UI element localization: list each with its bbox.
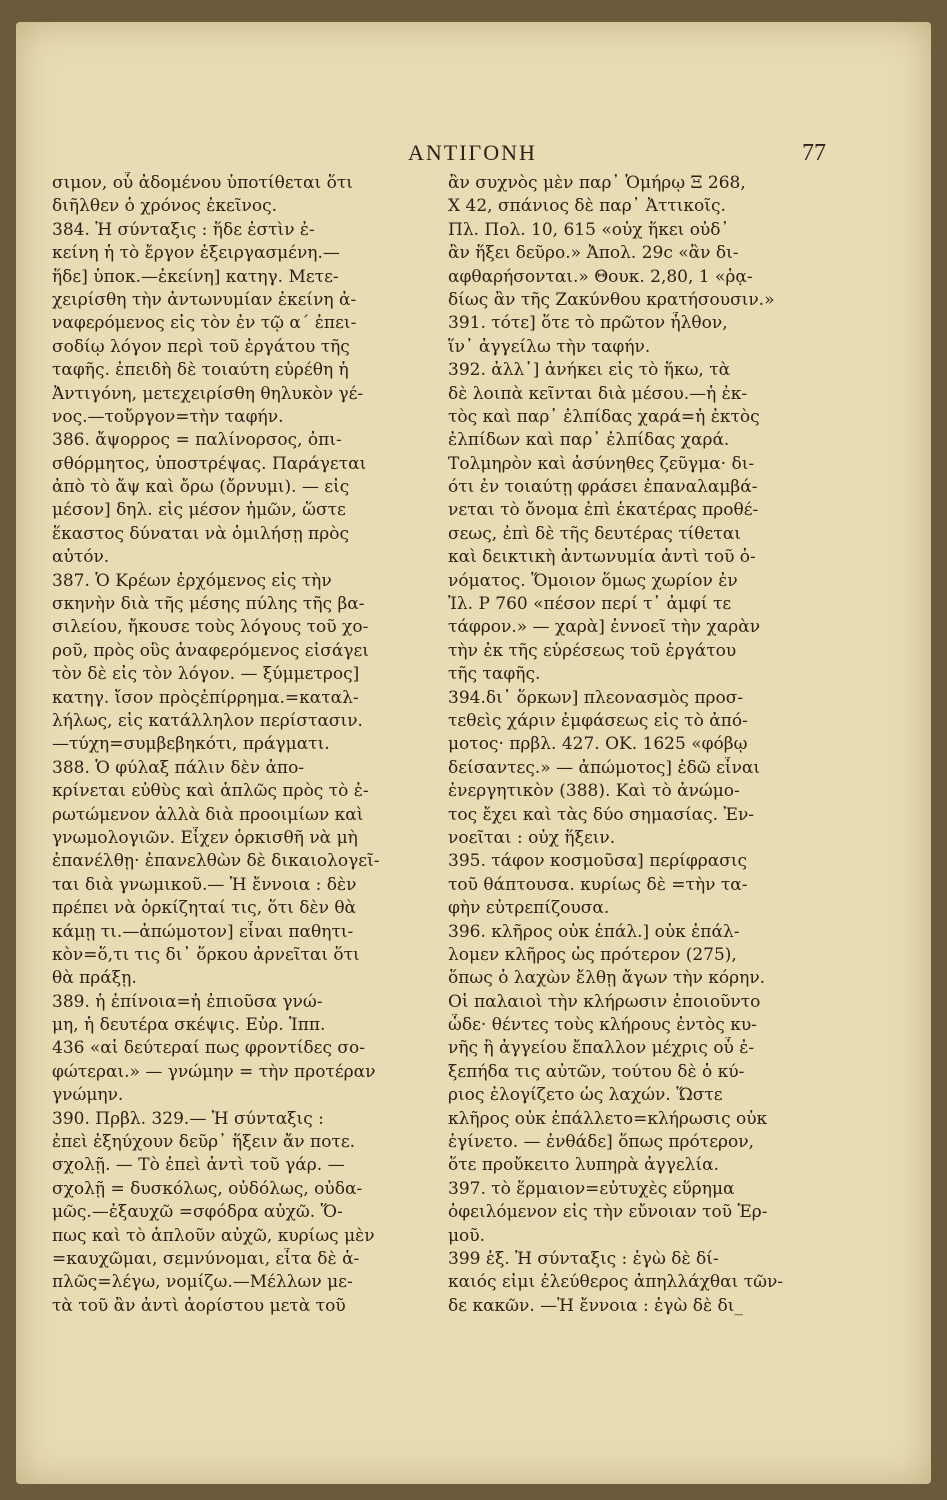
text-line: ἐνεργητικὸν (388). Καὶ τὸ ἀνώμο- [448, 781, 740, 802]
text-line: τοῦ θάπτουσα. κυρίως δὲ =τὴν τα- [448, 874, 748, 895]
text-line: Χ 42, σπάνιος δὲ παρ᾽ Ἀττικοῖς. [448, 196, 726, 217]
text-line: πλῶς=λέγω, νομίζω.—Μέλλων με- [52, 1272, 353, 1293]
text-line: δε κακῶν. —Ἡ ἔννοια : ἐγὼ δὲ δι_ [448, 1295, 743, 1316]
text-line: νος.—τοὔργον=τὴν ταφήν. [52, 406, 284, 427]
text-line: σχολῇ = δυσκόλως, οὐδόλως, οὐδα- [52, 1178, 363, 1199]
text-line: ὅπως ὁ λαχὼν ἔλθῃ ἄγων τὴν κόρην. [448, 968, 766, 989]
text-line: Τολμηρὸν καὶ ἀσύνηθες ζεῦγμα· δι- [448, 453, 755, 474]
text-line: λήλως, εἰς κατάλληλον περίστασιν. [52, 710, 363, 731]
text-line: ὧδε· θέντες τοὺς κλήρους ἐντὸς κυ- [448, 1015, 757, 1036]
text-line: τος ἔχει καὶ τὰς δύο σημασίας. Ἐν- [448, 804, 755, 825]
text-line: νῆς ἢ ἀγγείου ἔπαλλον μέχρις οὗ ἐ- [448, 1038, 755, 1059]
text-line: 389. ἡ ἐπίνοια=ἡ ἐπιοῦσα γνώ- [52, 991, 323, 1012]
text-line: =καυχῶμαι, σεμνύνομαι, εἶτα δὲ ἁ- [52, 1248, 360, 1269]
text-line: ταφῆς. ἐπειδὴ δὲ τοιαύτη εὑρέθη ἡ [52, 360, 349, 381]
text-line: κλῆρος οὐκ ἐπάλλετο=κλήρωσις οὐκ [448, 1108, 768, 1129]
text-line: σεως, ἐπὶ δὲ τῆς δευτέρας τίθεται [448, 523, 741, 544]
text-line: 396. κλῆρος οὐκ ἐπάλ.] οὐκ ἐπάλ- [448, 921, 740, 942]
text-line: 436 «αἱ δεύτεραί πως φροντίδες σο- [52, 1038, 365, 1059]
text-line: τάφρον.» — χαρὰ] ἐννοεῖ τὴν χαρὰν [448, 617, 761, 638]
text-line: πως καὶ τὸ ἁπλοῦν αὐχῶ, κυρίως μὲν [52, 1225, 375, 1246]
page-number: 77 [802, 140, 826, 166]
text-line: χειρίσθη τὴν ἀντωνυμίαν ἐκείνη ἀ- [52, 289, 357, 310]
text-line: 395. τάφον κοσμοῦσα] περίφρασις [448, 851, 748, 872]
text-line: ρωτώμενον ἀλλὰ διὰ προοιμίων καὶ [52, 804, 364, 825]
text-line: καιός εἰμι ἐλεύθερος ἀπηλλάχθαι τῶν- [448, 1272, 784, 1293]
text-line: 388. Ὁ φύλαξ πάλιν δὲν ἀπο- [52, 757, 305, 778]
text-line: λομεν κλῆρος ὡς πρότερον (275), [448, 944, 737, 965]
commentary-left-column [52, 172, 407, 1318]
text-line: ἐλπίδων καὶ παρ᾽ ἐλπίδας χαρά. [448, 430, 730, 451]
text-line: κάμῃ τι.—ἀπώμοτον] εἶναι παθητι- [52, 921, 354, 942]
text-line: δὲ λοιπὰ κεῖνται διὰ μέσου.—ἡ ἐκ- [448, 383, 748, 404]
text-line: 397. τὸ ἕρμαιον=εὐτυχὲς εὕρημα [448, 1178, 735, 1199]
text-line: μέσον] δηλ. εἰς μέσον ἡμῶν, ὥστε [52, 500, 346, 521]
text-line: φώτεραι.» — γνώμην = τὴν προτέραν [52, 1061, 376, 1082]
text-line: ναφερόμενος εἰς τὸν ἐν τῷ α´ ἐπει- [52, 313, 357, 334]
text-line: 399 ἑξ. Ἡ σύνταξις : ἐγὼ δὲ δί- [448, 1248, 719, 1269]
text-line: ριος ἐλογίζετο ὡς λαχών. Ὥστε [448, 1085, 723, 1106]
text-line: τεθεὶς χάριν ἐμφάσεως εἰς τὸ ἀπό- [448, 710, 748, 731]
text-line: ἐγίνετο. — ἐνθάδε] ὅπως πρότερον, [448, 1132, 754, 1153]
text-line: 392. ἀλλ᾽] ἀνήκει εἰς τὸ ἥκω, τὰ [448, 360, 731, 381]
text-line: ροῦ, πρὸς οὓς ἀναφερόμενος εἰσάγει [52, 640, 369, 661]
text-line: τὸν δὲ εἰς τὸν λόγον. — ξύμμετρος] [52, 664, 360, 685]
text-line: Ἰλ. Ρ 760 «πέσον περί τ᾽ ἀμφί τε [448, 594, 732, 615]
text-line: ἕκαστος δύναται νὰ ὁμιλήσῃ πρὸς [52, 523, 349, 544]
text-line: ἐπεὶ ἐξηύχουν δεῦρ᾽ ἥξειν ἄν ποτε. [52, 1132, 356, 1153]
text-line: ἂν ἥξει δεῦρο.» Ἀπολ. 29c «ἂν δι- [448, 243, 739, 264]
text-line: τὰ τοῦ ἂν ἀντὶ ἀορίστου μετὰ τοῦ [52, 1295, 346, 1316]
text-line: κείνη ἡ τὸ ἔργον ἐξειργασμένη.— [52, 243, 340, 264]
text-line: ἂν συχνὸς μὲν παρ᾽ Ὁμήρῳ Ξ 268, [448, 173, 746, 193]
text-line: ται διὰ γνωμικοῦ.— Ἡ ἔννοια : δὲν [52, 874, 357, 895]
text-line: Ἀντιγόνη, μετεχειρίσθη θηλυκὸν γέ- [52, 383, 364, 404]
text-line: 386. ἄψορρος = παλίνορσος, ὀπι- [52, 430, 342, 451]
text-line: διῆλθεν ὁ χρόνος ἐκεῖνος. [52, 196, 278, 217]
text-line: αφθαρήσονται.» Θουκ. 2,80, 1 «ῥᾳ- [448, 266, 753, 287]
text-line: 394.δι᾽ ὅρκων] πλεονασμὸς προσ- [448, 687, 744, 708]
text-line: ἥδε] ὑποκ.—ἐκείνη] κατηγ. Μετε- [52, 266, 339, 287]
text-line: σιμον, οὗ ἀδομένου ὑποτίθεται ὅτι [52, 173, 353, 193]
text-line: σκηνὴν διὰ τῆς μέσης πύλης τῆς βα- [52, 594, 365, 615]
text-line: δείσαντες.» — ἀπώμοτος] ἐδῶ εἶναι [448, 757, 761, 778]
text-line: Οἱ παλαιοὶ τὴν κλήρωσιν ἐποιοῦντο [448, 991, 761, 1012]
text-line: σιλείου, ἤκουσε τοὺς λόγους τοῦ χο- [52, 617, 369, 638]
text-line: γνώμην. [52, 1085, 124, 1106]
text-line: 390. Πρβλ. 329.— Ἡ σύνταξις : [52, 1108, 324, 1129]
text-line: νεται τὸ ὄνομα ἐπὶ ἑκατέρας προθέ- [448, 500, 759, 521]
text-line: φὴν εὐτρεπίζουσα. [448, 898, 610, 919]
text-line: μοτος· πρβλ. 427. ΟΚ. 1625 «φόβῳ [448, 734, 748, 755]
text-line: ἵν᾽ ἀγγείλω τὴν ταφήν. [448, 336, 651, 357]
text-line: αὐτόν. [52, 547, 110, 568]
text-line: καὶ δεικτικὴ ἀντωνυμία ἀντὶ τοῦ ὀ- [448, 547, 756, 568]
text-line: τῆς ταφῆς. [448, 664, 541, 685]
text-line: Πλ. Πολ. 10, 615 «οὐχ ἥκει οὐδ᾽ [448, 219, 730, 240]
text-line: ὅτε προὔκειτο λυπηρὰ ἀγγελία. [448, 1155, 720, 1176]
text-line: νόματος. Ὅμοιον ὅμως χωρίον ἐν [448, 570, 738, 591]
text-line: κὸν=ὅ,τι τις δι᾽ ὅρκου ἀρνεῖται ὅτι [52, 944, 360, 965]
text-line: σχολῇ. — Τὸ ἐπεὶ ἀντὶ τοῦ γάρ. — [52, 1155, 345, 1176]
text-line: κατηγ. ἴσον πρὸςἐπίρρημα.=καταλ- [52, 687, 359, 708]
text-line: ότι ἐν τοιαύτῃ φράσει ἐπαναλαμβά- [448, 477, 758, 498]
text-line: δίως ἂν τῆς Ζακύνθου κρατήσουσιν.» [448, 289, 775, 310]
text-line: θὰ πράξῃ. [52, 968, 137, 989]
text-line: ἀπὸ τὸ ἄψ καὶ ὄρω (ὄρνυμι). — εἰς [52, 477, 350, 498]
text-line: μῶς.—ἐξαυχῶ =σφόδρα αὐχῶ. Ὅ- [52, 1202, 343, 1223]
text-line: —τύχη=συμβεβηκότι, πράγματι. [52, 734, 330, 755]
text-line: σοδίῳ λόγον περὶ τοῦ ἐργάτου τῆς [52, 336, 350, 357]
text-line: 387. Ὁ Κρέων ἐρχόμενος εἰς τὴν [52, 570, 332, 591]
text-line: τὸς καὶ παρ᾽ ἐλπίδας χαρά=ἡ ἐκτὸς [448, 406, 760, 427]
text-line: πρέπει νὰ ὁρκίζηταί τις, ὅτι δὲν θὰ [52, 898, 357, 919]
commentary-right-column [448, 172, 803, 1318]
text-line: κρίνεται εὐθὺς καὶ ἁπλῶς πρὸς τὸ ἐ- [52, 781, 369, 802]
text-line: 391. τότε] ὅτε τὸ πρῶτον ἦλθον, [448, 313, 728, 334]
text-line: μη, ἡ δευτέρα σκέψις. Εὐρ. Ἱππ. [52, 1015, 326, 1036]
text-line: ἐπανέλθῃ· ἐπανελθὼν δὲ δικαιολογεῖ- [52, 851, 380, 872]
text-line: ὀφειλόμενον εἰς τὴν εὔνοιαν τοῦ Ἑρ- [448, 1202, 768, 1223]
text-line: σθόρμητος, ὑποστρέψας. Παράγεται [52, 453, 367, 474]
text-line: γνωμολογιῶν. Εἶχεν ὁρκισθῆ νὰ μὴ [52, 827, 358, 848]
text-line: 384. Ἡ σύνταξις : ἥδε ἐστὶν ἐ- [52, 219, 315, 240]
text-line: νοεῖται : οὐχ ἥξειν. [448, 827, 616, 848]
text-line: ξεπήδα τις αὐτῶν, τούτου δὲ ὁ κύ- [448, 1061, 745, 1082]
text-line: μοῦ. [448, 1225, 486, 1246]
running-title: ΑΝΤΙΓΟΝΗ [408, 140, 537, 165]
text-line: τὴν ἐκ τῆς εὑρέσεως τοῦ ἐργάτου [448, 640, 737, 661]
